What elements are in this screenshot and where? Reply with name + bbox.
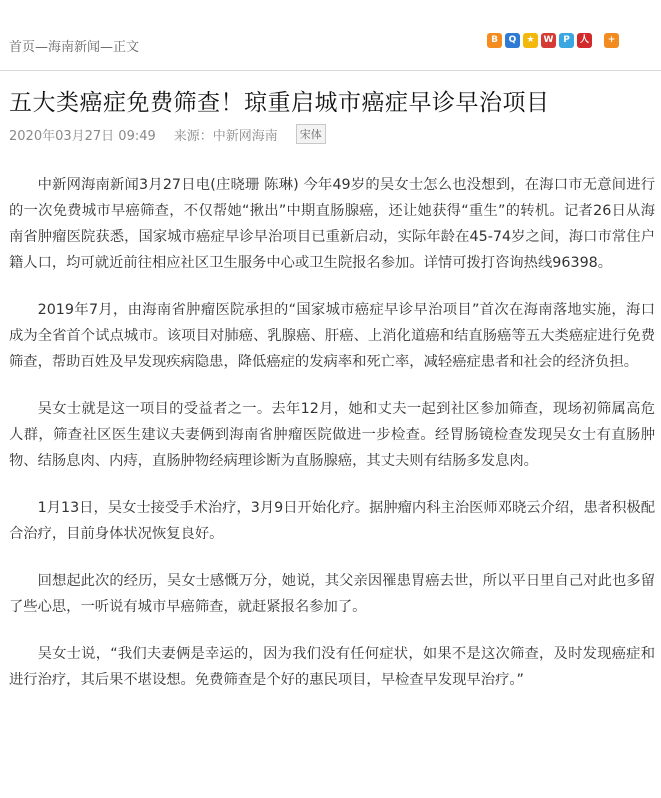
breadcrumb-section-link[interactable]: 海南新闻 [48, 40, 101, 55]
more-share-icon[interactable]: + [604, 33, 619, 48]
article-source: 来源：中新网海南 [173, 128, 278, 144]
article-paragraph: 中新网海南新闻3月27日电(庄晓珊 陈琳) 今年49岁的吴女士怎么也没想到，在海口市无意间进行的一次免费城市早癌筛查，不仅帮她“揪出”中期直肠腺癌，还让她获得“重生”的转机。记者26日从海南省肿瘤医院获悉，国家城市癌症早诊早治项目已重新启动，实际年龄在45-74岁之间，海口市常住户籍人口，均可就近前往相应社区卫生服务中心或卫生院报名参加。详情可拨打咨询热线96398。 [9, 177, 655, 271]
breadcrumb-current: 正文 [113, 40, 140, 55]
weixin-share-icon[interactable]: P [559, 33, 574, 48]
article-meta [9, 124, 326, 144]
baidu-share-icon[interactable]: B [487, 33, 502, 48]
article-body [9, 172, 655, 714]
font-switch-button[interactable]: 宋体 [296, 124, 326, 144]
breadcrumb-separator: — [100, 40, 114, 55]
article-paragraph: 回想起此次的经历，吴女士感慨万分，她说，其父亲因罹患胃癌去世，所以平日里自己对此也多留了些心思，一听说有城市早癌筛查，就赶紧报名参加了。 [9, 573, 655, 615]
top-bar [0, 0, 661, 71]
article-paragraph: 吴女士就是这一项目的受益者之一。去年12月，她和丈夫一起到社区参加筛查，现场初筛属高危人群，筛查社区医生建议夫妻俩到海南省肿瘤医院做进一步检查。经胃肠镜检查发现吴女士有直肠肿物、结肠息肉、内痔，直肠肿物经病理诊断为直肠腺癌，其丈夫则有结肠多发息肉。 [9, 401, 655, 469]
breadcrumb-separator: — [35, 40, 49, 55]
article-title: 五大类癌症免费筛查！琼重启城市癌症早诊早治项目 [9, 90, 550, 116]
article-datetime: 2020年03月27日 09:49 [9, 128, 156, 144]
breadcrumb [9, 36, 139, 55]
weibo-share-icon[interactable]: W [541, 33, 556, 48]
qzone-share-icon[interactable]: Q [505, 33, 520, 48]
article-paragraph: 吴女士说，“我们夫妻俩是幸运的，因为我们没有任何症状，如果不是这次筛查，及时发现癌症和进行治疗，其后果不堪设想。免费筛查是个好的惠民项目，早检查早发现早治疗。” [9, 646, 655, 688]
article-paragraph: 2019年7月，由海南省肿瘤医院承担的“国家城市癌症早诊早治项目”首次在海南落地实施，海口成为全省首个试点城市。该项目对肺癌、乳腺癌、肝癌、上消化道癌和结直肠癌等五大类癌症进行免费筛查，帮助百姓及早发现疾病隐患，降低癌症的发病率和死亡率，减轻癌症患者和社会的经济负担。 [9, 302, 655, 370]
renren-share-icon[interactable]: 人 [577, 33, 592, 48]
article-paragraph: 1月13日，吴女士接受手术治疗，3月9日开始化疗。据肿瘤内科主治医师邓晓云介绍，患者积极配合治疗，目前身体状况恢复良好。 [9, 500, 655, 542]
share-bar [487, 33, 619, 48]
breadcrumb-home-link[interactable]: 首页 [9, 40, 36, 55]
star-share-icon[interactable]: ★ [523, 33, 538, 48]
